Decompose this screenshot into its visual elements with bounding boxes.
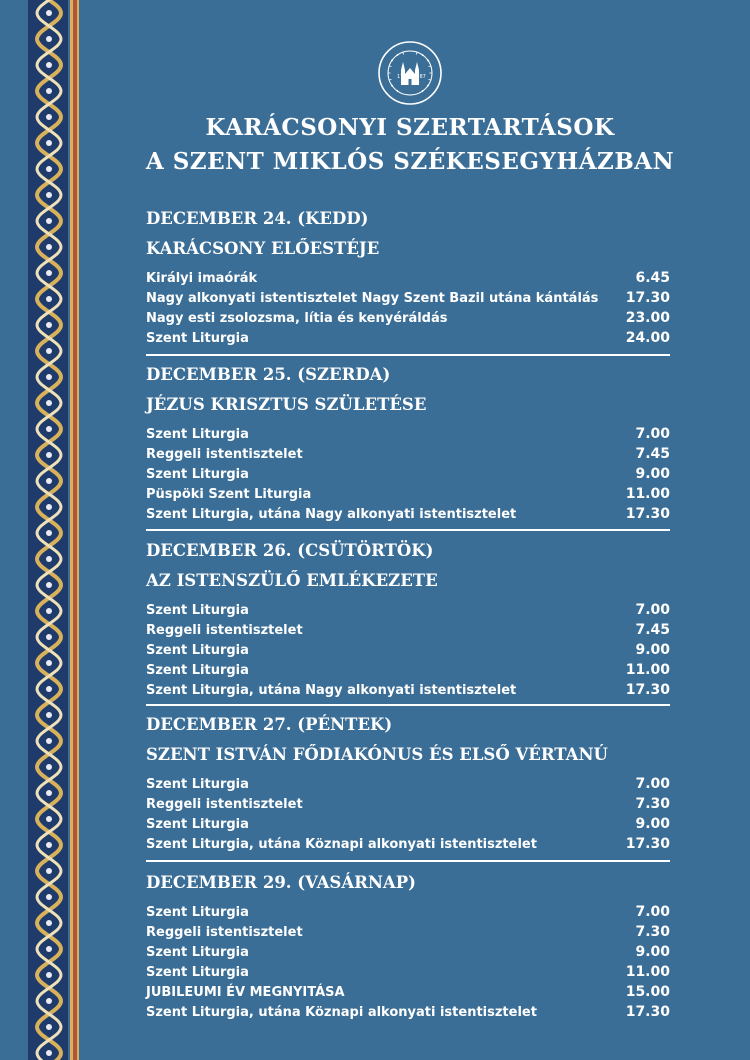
schedule-row <box>146 464 670 484</box>
section-feast: AZ ISTENSZÜLŐ EMLÉKEZETE <box>146 571 438 590</box>
schedule-row <box>146 794 670 814</box>
braid-ornament-icon <box>0 0 90 1060</box>
service-time: 11.00 <box>625 662 670 678</box>
service-name: Szent Liturgia, utána Nagy alkonyati istentisztelet <box>146 506 517 522</box>
service-time: 17.30 <box>625 836 670 852</box>
schedule-section-dec27 <box>146 710 670 854</box>
service-name: Szent Liturgia, utána Köznapi alkonyati istentisztelet <box>146 1004 537 1020</box>
schedule-row <box>146 942 670 962</box>
section-divider <box>146 354 670 356</box>
schedule-row <box>146 680 670 700</box>
schedule-row <box>146 640 670 660</box>
schedule-row <box>146 600 670 620</box>
service-time: 11.00 <box>625 964 670 980</box>
service-name: Szent Liturgia <box>146 642 249 658</box>
service-time: 6.45 <box>635 270 670 286</box>
service-time: 15.00 <box>625 984 670 1000</box>
service-time: 7.45 <box>635 446 670 462</box>
section-date: DECEMBER 29. (VASÁRNAP) <box>146 873 416 892</box>
seal-year-left: 17 <box>397 74 404 80</box>
schedule-row <box>146 444 670 464</box>
service-name: Reggeli istentisztelet <box>146 622 303 638</box>
cathedral-seal-logo <box>377 40 443 106</box>
schedule-row <box>146 1002 670 1022</box>
service-name: Nagy alkonyati istentisztelet Nagy Szent Bazil utána kántálás <box>146 290 599 306</box>
service-time: 17.30 <box>625 506 670 522</box>
section-divider <box>146 529 670 531</box>
service-name: Szent Liturgia, utána Köznapi alkonyati istentisztelet <box>146 836 537 852</box>
schedule-row <box>146 424 670 444</box>
section-feast: SZENT ISTVÁN FŐDIAKÓNUS ÉS ELSŐ VÉRTANÚ <box>146 745 608 764</box>
service-time: 24.00 <box>625 330 670 346</box>
schedule-row <box>146 620 670 640</box>
service-name: Királyi imaórák <box>146 270 258 286</box>
service-time: 7.00 <box>635 776 670 792</box>
service-name: Szent Liturgia <box>146 602 249 618</box>
service-name: Szent Liturgia <box>146 662 249 678</box>
service-name: Szent Liturgia <box>146 964 249 980</box>
service-time: 23.00 <box>625 310 670 326</box>
service-name: Szent Liturgia <box>146 816 249 832</box>
cathedral-seal-icon <box>377 40 443 106</box>
service-time: 11.00 <box>625 486 670 502</box>
section-date: DECEMBER 24. (KEDD) <box>146 209 369 228</box>
schedule-row <box>146 308 670 328</box>
schedule-row <box>146 982 670 1002</box>
section-feast: JÉZUS KRISZTUS SZÜLETÉSE <box>146 395 427 414</box>
schedule-row <box>146 834 670 854</box>
section-divider <box>146 704 670 706</box>
section-date: DECEMBER 27. (PÉNTEK) <box>146 715 393 734</box>
schedule-row <box>146 484 670 504</box>
page-title-line1: KARÁCSONYI SZERTARTÁSOK <box>205 114 615 141</box>
schedule-row <box>146 268 670 288</box>
service-name: Szent Liturgia <box>146 904 249 920</box>
section-date: DECEMBER 26. (CSÜTÖRTÖK) <box>146 541 434 560</box>
service-time: 17.30 <box>625 290 670 306</box>
service-name: Nagy esti zsolozsma, lítia és kenyéráldás <box>146 310 448 326</box>
schedule-row <box>146 962 670 982</box>
service-time: 7.00 <box>635 904 670 920</box>
schedule-row <box>146 814 670 834</box>
service-time: 9.00 <box>635 816 670 832</box>
service-time: 9.00 <box>635 466 670 482</box>
page-title-line2: A SZENT MIKLÓS SZÉKESEGYHÁZBAN <box>145 148 675 175</box>
service-name: Reggeli istentisztelet <box>146 924 303 940</box>
service-time: 7.30 <box>635 796 670 812</box>
section-date: DECEMBER 25. (SZERDA) <box>146 365 391 384</box>
service-time: 7.30 <box>635 924 670 940</box>
service-time: 7.00 <box>635 602 670 618</box>
service-time: 17.30 <box>625 682 670 698</box>
service-name: Reggeli istentisztelet <box>146 446 303 462</box>
service-name: JUBILEUMI ÉV MEGNYITÁSA <box>146 984 345 1000</box>
service-name: Reggeli istentisztelet <box>146 796 303 812</box>
service-name: Szent Liturgia, utána Nagy alkonyati istentisztelet <box>146 682 517 698</box>
schedule-row <box>146 774 670 794</box>
service-time: 17.30 <box>625 1004 670 1020</box>
schedule-section-dec29 <box>146 868 670 1022</box>
schedule-section-dec25 <box>146 360 670 524</box>
schedule-row <box>146 902 670 922</box>
service-time: 9.00 <box>635 642 670 658</box>
seal-year-right: 87 <box>419 74 426 80</box>
schedule-row <box>146 288 670 308</box>
service-time: 9.00 <box>635 944 670 960</box>
service-time: 7.00 <box>635 426 670 442</box>
schedule-row <box>146 504 670 524</box>
ornamental-border <box>0 0 90 1060</box>
service-name: Szent Liturgia <box>146 776 249 792</box>
service-name: Szent Liturgia <box>146 426 249 442</box>
service-name: Szent Liturgia <box>146 944 249 960</box>
schedule-row <box>146 922 670 942</box>
service-time: 7.45 <box>635 622 670 638</box>
service-name: Szent Liturgia <box>146 330 249 346</box>
service-name: Szent Liturgia <box>146 466 249 482</box>
schedule-section-dec26 <box>146 536 670 700</box>
schedule-row <box>146 328 670 348</box>
service-name: Püspöki Szent Liturgia <box>146 486 312 502</box>
section-feast: KARÁCSONY ELŐESTÉJE <box>146 239 380 258</box>
section-divider <box>146 860 670 862</box>
schedule-section-dec24 <box>146 204 670 348</box>
schedule-row <box>146 660 670 680</box>
